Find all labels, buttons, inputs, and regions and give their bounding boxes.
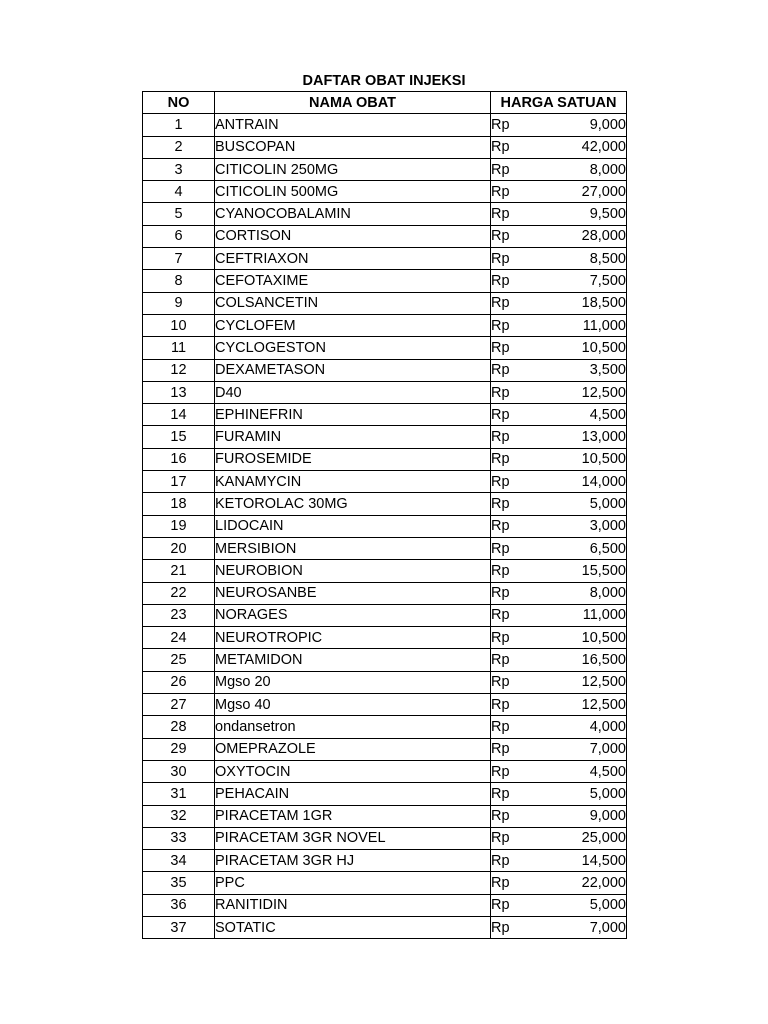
price-cell (491, 582, 627, 604)
currency-label: Rp (491, 362, 510, 379)
medicine-name: EPHINEFRIN (215, 404, 491, 426)
row-number: 6 (143, 225, 215, 247)
price-value: 7,000 (589, 741, 626, 758)
medicine-name: CYCLOFEM (215, 314, 491, 336)
medicine-name: NEUROSANBE (215, 582, 491, 604)
medicine-name: NEUROTROPIC (215, 627, 491, 649)
medicine-name: RANITIDIN (215, 894, 491, 916)
price-cell (491, 716, 627, 738)
row-number: 12 (143, 359, 215, 381)
table-row (143, 314, 627, 336)
table-row (143, 181, 627, 203)
price-value: 15,500 (581, 562, 626, 579)
header-name: NAMA OBAT (215, 92, 491, 114)
row-number: 24 (143, 627, 215, 649)
medicine-name: KANAMYCIN (215, 471, 491, 493)
price-value: 5,000 (589, 897, 626, 914)
currency-label: Rp (491, 919, 510, 936)
price-cell (491, 359, 627, 381)
price-cell (491, 671, 627, 693)
price-value: 8,000 (589, 585, 626, 602)
price-cell (491, 827, 627, 849)
table-row (143, 760, 627, 782)
price-cell (491, 181, 627, 203)
medicine-name: SOTATIC (215, 916, 491, 938)
row-number: 7 (143, 248, 215, 270)
medicine-name: CITICOLIN 250MG (215, 158, 491, 180)
currency-label: Rp (491, 629, 510, 646)
price-cell (491, 894, 627, 916)
table-row (143, 716, 627, 738)
price-cell (491, 203, 627, 225)
price-value: 8,500 (589, 250, 626, 267)
price-cell (491, 738, 627, 760)
price-value: 9,500 (589, 206, 626, 223)
currency-label: Rp (491, 741, 510, 758)
price-cell (491, 270, 627, 292)
price-cell (491, 627, 627, 649)
medicine-name: CEFOTAXIME (215, 270, 491, 292)
row-number: 30 (143, 760, 215, 782)
medicine-name: Mgso 40 (215, 694, 491, 716)
table-row (143, 248, 627, 270)
row-number: 21 (143, 560, 215, 582)
medicine-name: METAMIDON (215, 649, 491, 671)
row-number: 14 (143, 404, 215, 426)
row-number: 4 (143, 181, 215, 203)
currency-label: Rp (491, 339, 510, 356)
row-number: 31 (143, 783, 215, 805)
row-number: 3 (143, 158, 215, 180)
row-number: 26 (143, 671, 215, 693)
row-number: 32 (143, 805, 215, 827)
price-value: 7,500 (589, 273, 626, 290)
row-number: 37 (143, 916, 215, 938)
currency-label: Rp (491, 652, 510, 669)
medicine-name: ANTRAIN (215, 114, 491, 136)
table-row (143, 203, 627, 225)
row-number: 35 (143, 872, 215, 894)
price-value: 25,000 (581, 830, 626, 847)
price-cell (491, 916, 627, 938)
price-cell (491, 493, 627, 515)
row-number: 5 (143, 203, 215, 225)
medicine-name: COLSANCETIN (215, 292, 491, 314)
currency-label: Rp (491, 295, 510, 312)
price-cell (491, 448, 627, 470)
price-cell (491, 337, 627, 359)
table-row (143, 448, 627, 470)
table-row (143, 827, 627, 849)
table-row (143, 426, 627, 448)
price-value: 4,000 (589, 718, 626, 735)
table-row (143, 292, 627, 314)
price-value: 27,000 (581, 183, 626, 200)
table-row (143, 136, 627, 158)
price-cell (491, 604, 627, 626)
price-cell (491, 850, 627, 872)
price-cell (491, 404, 627, 426)
table-row (143, 493, 627, 515)
currency-label: Rp (491, 451, 510, 468)
row-number: 23 (143, 604, 215, 626)
currency-label: Rp (491, 562, 510, 579)
table-row (143, 114, 627, 136)
price-value: 14,500 (581, 852, 626, 869)
header-price: HARGA SATUAN (491, 92, 627, 114)
medicine-name: FURAMIN (215, 426, 491, 448)
row-number: 13 (143, 381, 215, 403)
price-value: 14,000 (581, 473, 626, 490)
price-cell (491, 694, 627, 716)
price-value: 4,500 (589, 406, 626, 423)
table-row (143, 850, 627, 872)
currency-label: Rp (491, 139, 510, 156)
row-number: 11 (143, 337, 215, 359)
row-number: 9 (143, 292, 215, 314)
price-value: 11,000 (582, 607, 626, 624)
currency-label: Rp (491, 585, 510, 602)
medicine-name: PIRACETAM 1GR (215, 805, 491, 827)
row-number: 34 (143, 850, 215, 872)
currency-label: Rp (491, 273, 510, 290)
price-cell (491, 537, 627, 559)
table-row (143, 916, 627, 938)
price-value: 3,000 (589, 518, 626, 535)
row-number: 8 (143, 270, 215, 292)
row-number: 22 (143, 582, 215, 604)
table-row (143, 604, 627, 626)
price-value: 22,000 (581, 875, 626, 892)
table-row (143, 738, 627, 760)
price-value: 16,500 (581, 652, 626, 669)
currency-label: Rp (491, 674, 510, 691)
currency-label: Rp (491, 406, 510, 423)
medicine-name: ondansetron (215, 716, 491, 738)
currency-label: Rp (491, 206, 510, 223)
table-row (143, 537, 627, 559)
row-number: 27 (143, 694, 215, 716)
currency-label: Rp (491, 763, 510, 780)
price-cell (491, 114, 627, 136)
price-value: 11,000 (582, 317, 626, 334)
currency-label: Rp (491, 696, 510, 713)
table-body (143, 114, 627, 939)
price-value: 12,500 (581, 674, 626, 691)
row-number: 20 (143, 537, 215, 559)
price-cell (491, 805, 627, 827)
table-row (143, 225, 627, 247)
medicine-name: PIRACETAM 3GR HJ (215, 850, 491, 872)
table-row (143, 805, 627, 827)
medicine-name: PPC (215, 872, 491, 894)
currency-label: Rp (491, 228, 510, 245)
document-title: DAFTAR OBAT INJEKSI (302, 73, 466, 89)
medicine-name: OXYTOCIN (215, 760, 491, 782)
price-value: 28,000 (581, 228, 626, 245)
price-cell (491, 314, 627, 336)
price-cell (491, 381, 627, 403)
currency-label: Rp (491, 384, 510, 401)
price-value: 5,000 (589, 495, 626, 512)
table-row (143, 894, 627, 916)
currency-label: Rp (491, 116, 510, 133)
price-value: 7,000 (589, 919, 626, 936)
row-number: 19 (143, 515, 215, 537)
row-number: 10 (143, 314, 215, 336)
price-value: 18,500 (581, 295, 626, 312)
price-cell (491, 560, 627, 582)
currency-label: Rp (491, 495, 510, 512)
price-value: 3,500 (589, 362, 626, 379)
medicine-name: Mgso 20 (215, 671, 491, 693)
price-cell (491, 783, 627, 805)
currency-label: Rp (491, 250, 510, 267)
medicine-name: KETOROLAC 30MG (215, 493, 491, 515)
table-row (143, 872, 627, 894)
medicine-name: CYANOCOBALAMIN (215, 203, 491, 225)
medicine-name: CITICOLIN 500MG (215, 181, 491, 203)
price-cell (491, 760, 627, 782)
price-value: 10,500 (581, 339, 626, 356)
medicine-name: NEUROBION (215, 560, 491, 582)
row-number: 2 (143, 136, 215, 158)
medicine-name: FUROSEMIDE (215, 448, 491, 470)
currency-label: Rp (491, 897, 510, 914)
medicine-name: D40 (215, 381, 491, 403)
price-value: 9,000 (589, 116, 626, 133)
price-value: 9,000 (589, 808, 626, 825)
medicine-price-table (142, 91, 627, 939)
header-no: NO (143, 92, 215, 114)
currency-label: Rp (491, 607, 510, 624)
medicine-name: CORTISON (215, 225, 491, 247)
currency-label: Rp (491, 429, 510, 446)
table-row (143, 694, 627, 716)
price-value: 5,000 (589, 785, 626, 802)
table-row (143, 582, 627, 604)
currency-label: Rp (491, 161, 510, 178)
medicine-name: BUSCOPAN (215, 136, 491, 158)
currency-label: Rp (491, 718, 510, 735)
table-row (143, 270, 627, 292)
price-cell (491, 248, 627, 270)
medicine-name: PIRACETAM 3GR NOVEL (215, 827, 491, 849)
table-row (143, 671, 627, 693)
medicine-name: CEFTRIAXON (215, 248, 491, 270)
table-row (143, 404, 627, 426)
table-row (143, 560, 627, 582)
price-value: 10,500 (581, 451, 626, 468)
table-row (143, 381, 627, 403)
table-row (143, 515, 627, 537)
medicine-name: LIDOCAIN (215, 515, 491, 537)
medicine-name: OMEPRAZOLE (215, 738, 491, 760)
price-value: 4,500 (589, 763, 626, 780)
medicine-name: DEXAMETASON (215, 359, 491, 381)
currency-label: Rp (491, 518, 510, 535)
table-header-row (143, 92, 627, 114)
table-row (143, 158, 627, 180)
currency-label: Rp (491, 852, 510, 869)
row-number: 28 (143, 716, 215, 738)
currency-label: Rp (491, 785, 510, 802)
table-row (143, 337, 627, 359)
row-number: 18 (143, 493, 215, 515)
row-number: 33 (143, 827, 215, 849)
currency-label: Rp (491, 808, 510, 825)
price-cell (491, 158, 627, 180)
row-number: 1 (143, 114, 215, 136)
price-cell (491, 515, 627, 537)
row-number: 25 (143, 649, 215, 671)
price-cell (491, 225, 627, 247)
currency-label: Rp (491, 540, 510, 557)
medicine-name: CYCLOGESTON (215, 337, 491, 359)
row-number: 15 (143, 426, 215, 448)
price-value: 6,500 (589, 540, 626, 557)
price-cell (491, 872, 627, 894)
price-cell (491, 292, 627, 314)
table-row (143, 359, 627, 381)
price-value: 8,000 (589, 161, 626, 178)
currency-label: Rp (491, 875, 510, 892)
row-number: 17 (143, 471, 215, 493)
row-number: 16 (143, 448, 215, 470)
currency-label: Rp (491, 830, 510, 847)
price-value: 13,000 (581, 429, 626, 446)
medicine-name: MERSIBION (215, 537, 491, 559)
price-cell (491, 426, 627, 448)
price-cell (491, 471, 627, 493)
currency-label: Rp (491, 473, 510, 490)
table-row (143, 649, 627, 671)
table-row (143, 471, 627, 493)
price-value: 12,500 (581, 384, 626, 401)
table-row (143, 783, 627, 805)
currency-label: Rp (491, 317, 510, 334)
row-number: 36 (143, 894, 215, 916)
price-value: 10,500 (581, 629, 626, 646)
table-row (143, 627, 627, 649)
row-number: 29 (143, 738, 215, 760)
price-value: 12,500 (581, 696, 626, 713)
medicine-name: PEHACAIN (215, 783, 491, 805)
price-value: 42,000 (581, 139, 626, 156)
price-cell (491, 649, 627, 671)
medicine-name: NORAGES (215, 604, 491, 626)
price-cell (491, 136, 627, 158)
currency-label: Rp (491, 183, 510, 200)
